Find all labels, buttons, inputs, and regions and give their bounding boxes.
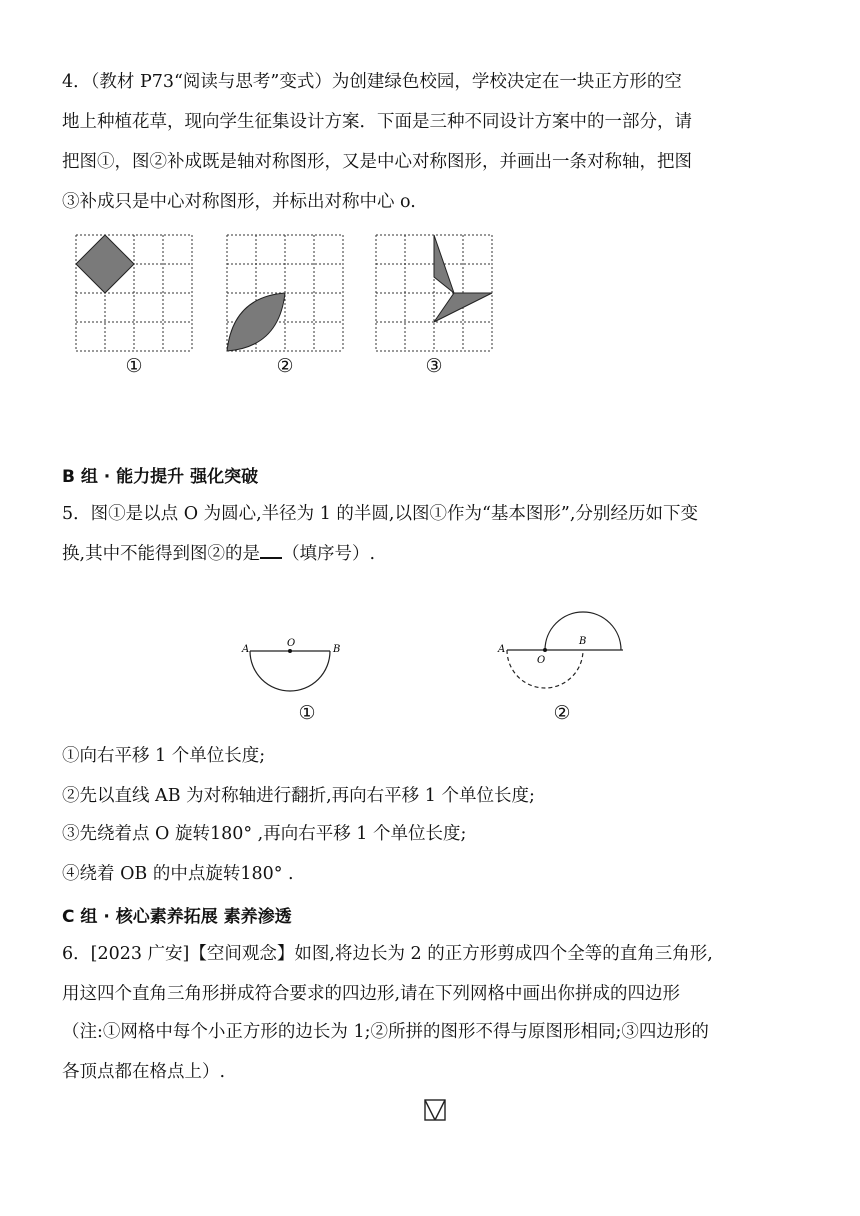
answer-blank[interactable] xyxy=(260,541,282,559)
figure-label-3: ③ xyxy=(425,355,443,377)
semicircle-figure-2 xyxy=(495,608,635,698)
diamond-shape xyxy=(76,235,134,293)
fig1-point-o: O xyxy=(287,638,296,649)
group-b-heading: B 组 · 能力提升 强化突破 xyxy=(62,467,259,487)
q4-line-1: 4．（教材 P73“阅读与思考”变式）为创建绿色校园，学校决定在一块正方形的空 xyxy=(62,72,682,92)
figure-label-2: ② xyxy=(276,355,294,377)
grid-figure-2 xyxy=(227,235,343,351)
q4-line-2: 地上种植花草，现向学生征集设计方案．下面是三种不同设计方案中的一部分，请 xyxy=(62,112,692,132)
q5-option-2: ②先以直线 AB 为对称轴进行翻折,再向右平移 1 个单位长度; xyxy=(62,786,535,806)
q5-option-4: ④绕着 OB 的中点旋转180° . xyxy=(62,864,294,884)
semicircle-label-1: ① xyxy=(298,702,316,724)
q6-line-3: （注:①网格中每个小正方形的边长为 1;②所拼的图形不得与原图形相同;③四边形的 xyxy=(62,1022,709,1042)
grid-figure-1 xyxy=(76,235,192,351)
semicircle-label-2: ② xyxy=(553,702,571,724)
leaf-shape xyxy=(227,293,285,351)
semicircle-figure-1 xyxy=(240,636,340,696)
fig2-point-o: O xyxy=(537,655,546,666)
q5-line-2 xyxy=(62,540,375,565)
upper-triangle-shape xyxy=(434,235,454,293)
figure-label-1: ① xyxy=(125,355,143,377)
group-c-heading: C 组 · 核心素养拓展 素养渗透 xyxy=(62,907,292,927)
fig1-point-b: B xyxy=(333,644,341,655)
q6-line-1: 6．[2023 广安]【空间观念】如图,将边长为 2 的正方形剪成四个全等的直角三角形, xyxy=(62,944,713,964)
fig2-point-b: B xyxy=(579,636,587,647)
q5-option-3: ③先绕着点 O 旋转180° ,再向右平移 1 个单位长度; xyxy=(62,824,467,844)
q5-line-2-before: 换,其中不能得到图②的是 xyxy=(62,544,261,564)
q5-option-1: ①向右平移 1 个单位长度; xyxy=(62,746,266,766)
grid-figure-3 xyxy=(376,235,492,351)
square-cut-figure xyxy=(424,1099,446,1121)
q6-line-2: 用这四个直角三角形拼成符合要求的四边形,请在下列网格中画出你拼成的四边形 xyxy=(62,984,681,1004)
q5-line-1: 5．图①是以点 O 为圆心,半径为 1 的半圆,以图①作为“基本图形”,分别经历如下变 xyxy=(62,504,698,524)
q5-line-2-after: （填序号）. xyxy=(282,544,376,564)
q6-line-4: 各顶点都在格点上）. xyxy=(62,1062,226,1082)
fig1-point-a: A xyxy=(242,644,250,655)
q4-line-4: ③补成只是中心对称图形，并标出对称中心 o. xyxy=(62,192,416,212)
lower-triangle-shape xyxy=(434,293,492,322)
fig2-point-a: A xyxy=(498,644,506,655)
q4-line-3: 把图①，图②补成既是轴对称图形，又是中心对称图形，并画出一条对称轴，把图 xyxy=(62,152,692,172)
